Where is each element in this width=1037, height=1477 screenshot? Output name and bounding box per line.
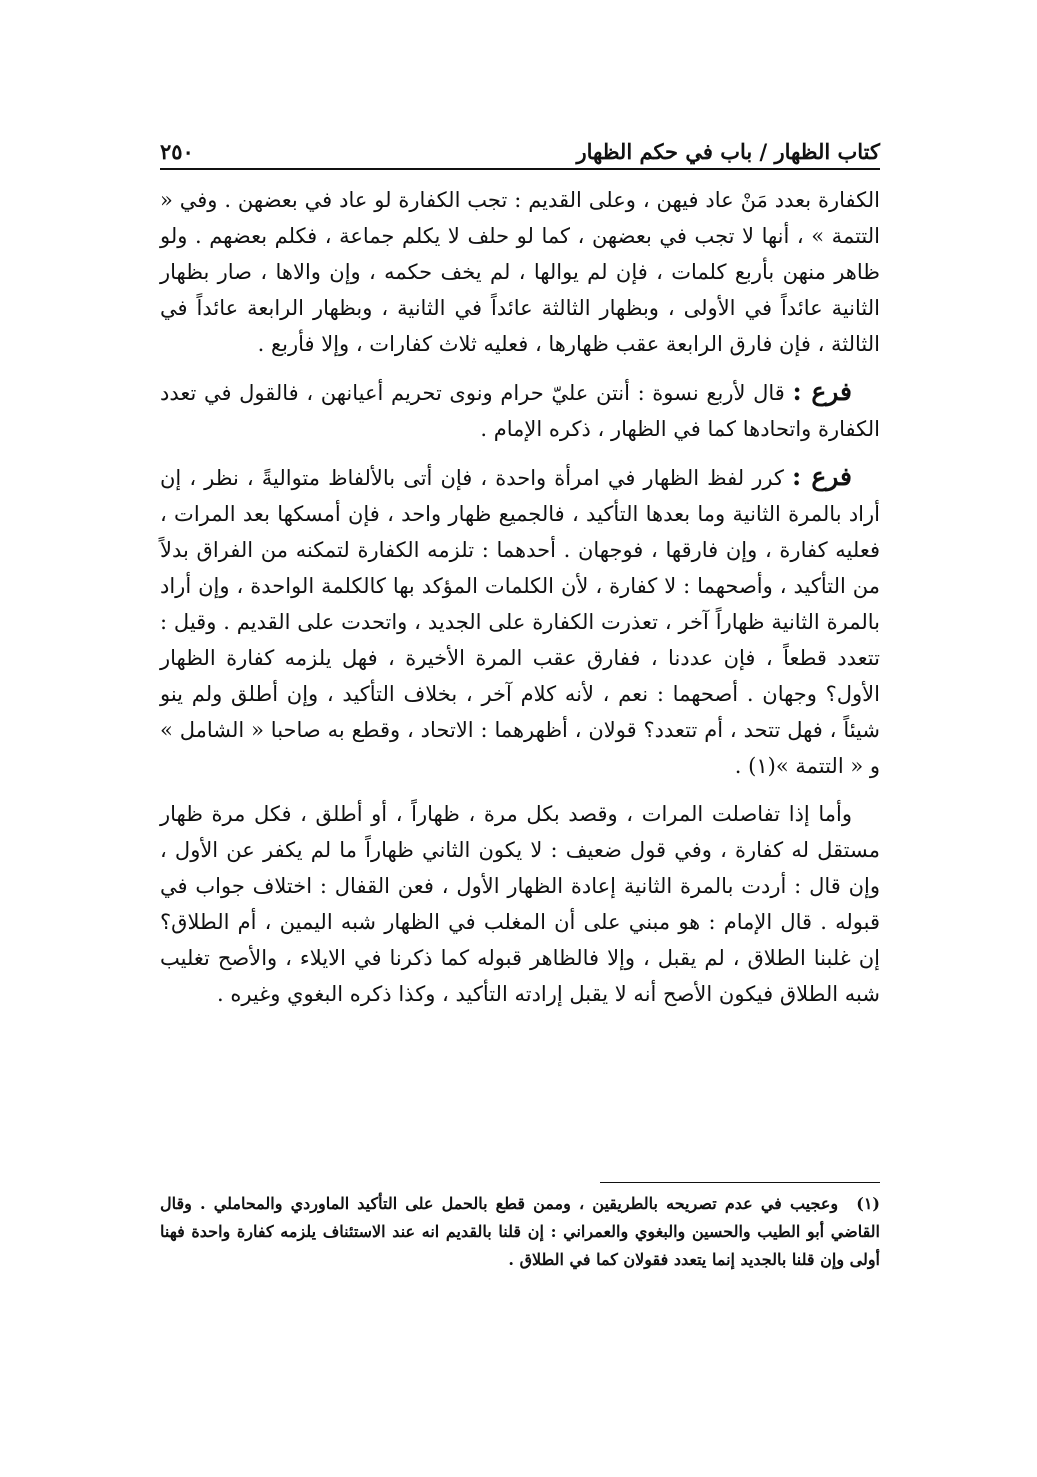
page-number: ٢٥٠ [160,139,194,164]
footnote-1 [160,1190,880,1274]
paragraph-1-text: الكفارة بعدد مَنْ عاد فيهن ، وعلى القديم : تجب الكفارة لو عاد في بعضهن . وفي « التتمة » ، أنها لا تجب في بعضهن ، كما لو حلف لا يكلم جماعة ، فكلم بعضهم . ولو ظاهر منهن بأربع كلمات ، فإن لم يوالها ، لم يخف حكمه ، وإن والاها ، صار بظهار الثانية عائداً في الأولى ، وبظهار الثالثة عائداً في الثانية ، وبظهار الرابعة عائداً في الثالثة ، فإن فارق الرابعة عقب ظهارها ، فعليه ثلاث كفارات ، وإلا فأربع . [160,188,880,356]
paragraph-3 [160,459,880,784]
footnote-rule [600,1182,880,1183]
header-title: كتاب الظهار / باب في حكم الظهار [576,139,880,164]
paragraph-2-marker: فرع : [792,377,852,406]
paragraph-4-text: وأما إذا تفاصلت المرات ، وقصد بكل مرة ، ظهاراً ، أو أطلق ، فكل مرة ظهار مستقل له كفارة ، وفي قول ضعيف : لا يكون الثاني ظهاراً ما لم يكفر عن الأول ، وإن قال : أردت بالمرة الثانية إعادة الظهار الأول ، فعن القفال : اختلاف جواب في قبوله . قال الإمام : هو مبني على أن المغلب في الظهار شبه اليمين ، أم الطلاق؟ إن غلبنا الطلاق ، لم يقبل ، وإلا فالظاهر قبوله كما ذكرنا في الايلاء ، والأصح تغليب شبه الطلاق فيكون الأصح أنه لا يقبل إرادته التأكيد ، وكذا ذكره البغوي وغيره . [160,802,880,1006]
paragraph-3-marker: فرع : [792,462,852,491]
paragraph-2-text: قال لأربع نسوة : أنتن عليّ حرام ونوى تحريم أعيانهن ، فالقول في تعدد الكفارة واتحادها كما في الظهار ، ذكره الإمام . [160,381,880,441]
running-header [160,128,880,164]
paragraph-1 [160,182,880,362]
header-rule [160,168,880,170]
body-text [160,182,880,1024]
footnotes [160,1190,880,1274]
paragraph-3-text: كرر لفظ الظهار في امرأة واحدة ، فإن أتى بالألفاظ متواليةً ، نظر ، إن أراد بالمرة الثانية وما بعدها التأكيد ، فالجميع ظهار واحد ، فإن أمسكها بعد المرات ، فعليه كفارة ، وإن فارقها ، فوجهان . أحدهما : تلزمه الكفارة لتمكنه من الفراق بدلاً من التأكيد ، وأصحهما : لا كفارة ، لأن الكلمات المؤكد بها كالكلمة الواحدة ، وإن أراد بالمرة الثانية ظهاراً آخر ، تعذرت الكفارة على الجديد ، واتحدت على القديم . وقيل : تتعدد قطعاً ، فإن عددنا ، ففارق عقب المرة الأخيرة ، فهل يلزمه كفارة الظهار الأول؟ وجهان . أصحهما : نعم ، لأنه كلام آخر ، بخلاف التأكيد ، وإن أطلق ولم ينو شيئاً ، فهل تتحد ، أم تتعدد؟ قولان ، أظهرهما : الاتحاد ، وقطع به صاحبا « الشامل » و « التتمة »(١) . [160,466,880,778]
footnote-1-text: وعجيب في عدم تصريحه بالطريقين ، وممن قطع بالحمل على التأكيد الماوردي والمحاملي . وقال القاضي أبو الطيب والحسين والبغوي والعمراني : إن قلنا بالقديم انه عند الاستئناف يلزمه كفارة واحدة فهنا أولى وإن قلنا بالجديد إنما يتعدد فقولان كما في الطلاق . [160,1194,880,1269]
paragraph-2 [160,374,880,447]
document-page [160,0,880,1477]
footnote-1-number: (١) [856,1194,880,1213]
paragraph-4 [160,796,880,1012]
